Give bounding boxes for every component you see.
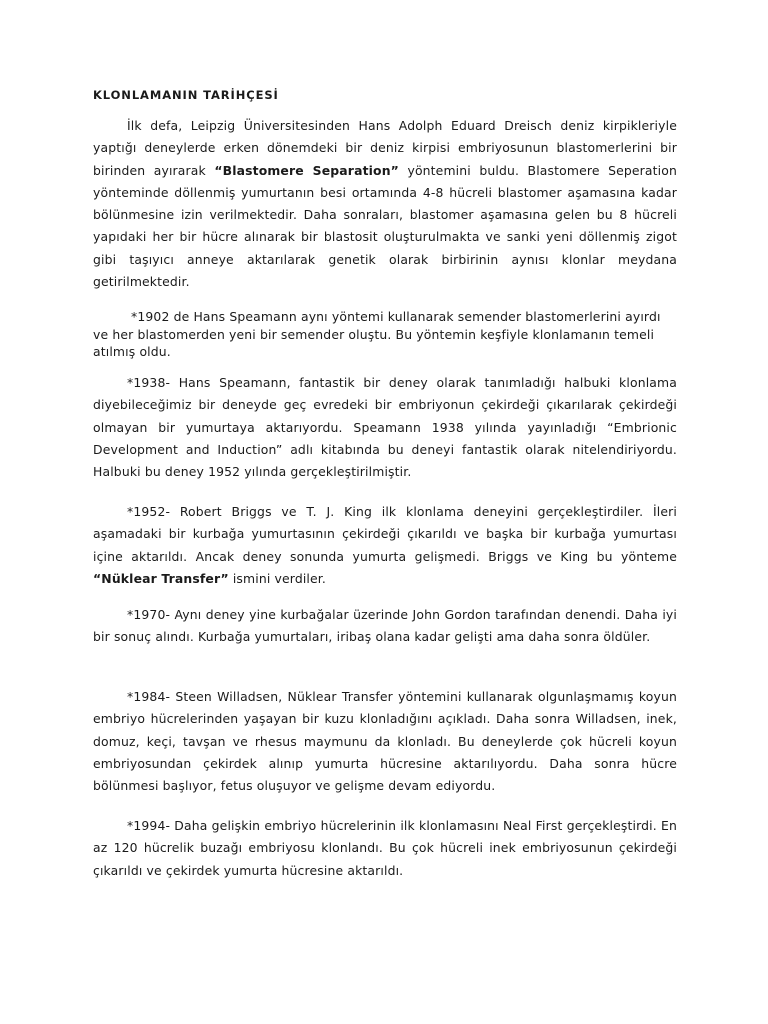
page-title: KLONLAMANIN TARİHÇESİ [93,88,279,102]
paragraph-1938 [93,372,677,483]
paragraph-text: ismini verdiler. [228,570,326,586]
paragraph-text: yöntemini buldu. Blastomere Seperation yönteminde döllenmiş yumurtanın besi ortamında 4-8 hücreli blastomer aşamasına kadar bölünmesine izin verilmektedir. Daha sonraları, blastomer aşamasına gelen bu 8 hücreli yapıdaki her bir hücre alınarak bir blastosit oluşturulmakta ve sanki yeni döllenmiş zigot gibi taşıyıcı anneye aktarılarak genetik olarak birbirinin aynısı klonlar meydana getirilmektedir. [93,162,677,290]
paragraph-1952 [93,501,677,590]
paragraph-text: *1970- Aynı deney yine kurbağalar üzerinde John Gordon tarafından denendi. Daha iyi bir sonuç alındı. Kurbağa yumurtaları, iribaş olana kadar gelişti ama daha sonra öldüler. [93,607,677,645]
paragraph-1970 [93,604,677,649]
paragraph-text: *1952- Robert Briggs ve T. J. King ilk klonlama deneyini gerçekleştirdiler. İleri aşamadaki bir kurbağa yumurtasının çekirdeği çıkarıldı ve başka bir kurbağa yumurtası içine aktarıldı. Ancak deney sonunda yumurta gelişmedi. Briggs ve King bu yönteme [93,504,677,564]
paragraph-text: *1984- Steen Willadsen, Nüklear Transfer yöntemini kullanarak olgunlaşmamış koyun embriyo hücrelerinden yaşayan bir kuzu klonladığını açıkladı. Daha sonra Willadsen, inek, domuz, keçi, tavşan ve rhesus maymunu da klonladı. Bu deneylerde çok hücreli koyun embriyosundan çekirdek alınıp yumurta hücresine aktarılıyordu. Daha sonra hücre bölünmesi başlıyor, fetus oluşuyor ve gelişme devam ediyordu. [93,689,677,794]
paragraph-1994 [93,815,677,882]
bold-term: “Blastomere Separation” [214,162,399,178]
paragraph-1984 [93,686,677,797]
paragraph-intro [93,115,677,293]
bold-term: “Nüklear Transfer” [93,570,229,586]
paragraph-text: *1994- Daha gelişkin embriyo hücrelerinin ilk klonlamasını Neal First gerçekleştirdi. En az 120 hücrelik buzağı embriyosu klonlandı. Bu çok hücreli inek embriyosunun çekirdeği çıkarıldı ve çekirdek yumurta hücresine aktarıldı. [93,818,677,878]
paragraph-text: *1938- Hans Speamann, fantastik bir deney olarak tanımladığı halbuki klonlama diyebileceğimiz bir deneyde geç evredeki bir embriyonun çekirdeği çıkarılarak çekirdeği olmayan bir yumurtaya aktarıyordu. Speamann 1938 yılında yayınladığı “Embrionic Development and Induction” adlı kitabında bu deneyi fantastik olarak nitelendiriyordu. Halbuki bu deney 1952 yılında gerçekleştirilmiştir. [93,375,677,480]
paragraph-text: İlk defa, Leipzig Üniversitesinden Hans Adolph Eduard Dreisch deniz kirpikleriyle yaptığı deneylerde erken dönemdeki bir deniz kirpisi embriyosunun blastomerlerini bir birinden ayırarak [93,118,677,178]
paragraph-1902 [93,308,677,361]
paragraph-text: *1902 de Hans Speamann aynı yöntemi kullanarak semender blastomerlerini ayırdı ve her blastomerden yeni bir semender oluştu. Bu yöntemin keşfiyle klonlamanın temeli atılmış oldu. [93,309,661,359]
